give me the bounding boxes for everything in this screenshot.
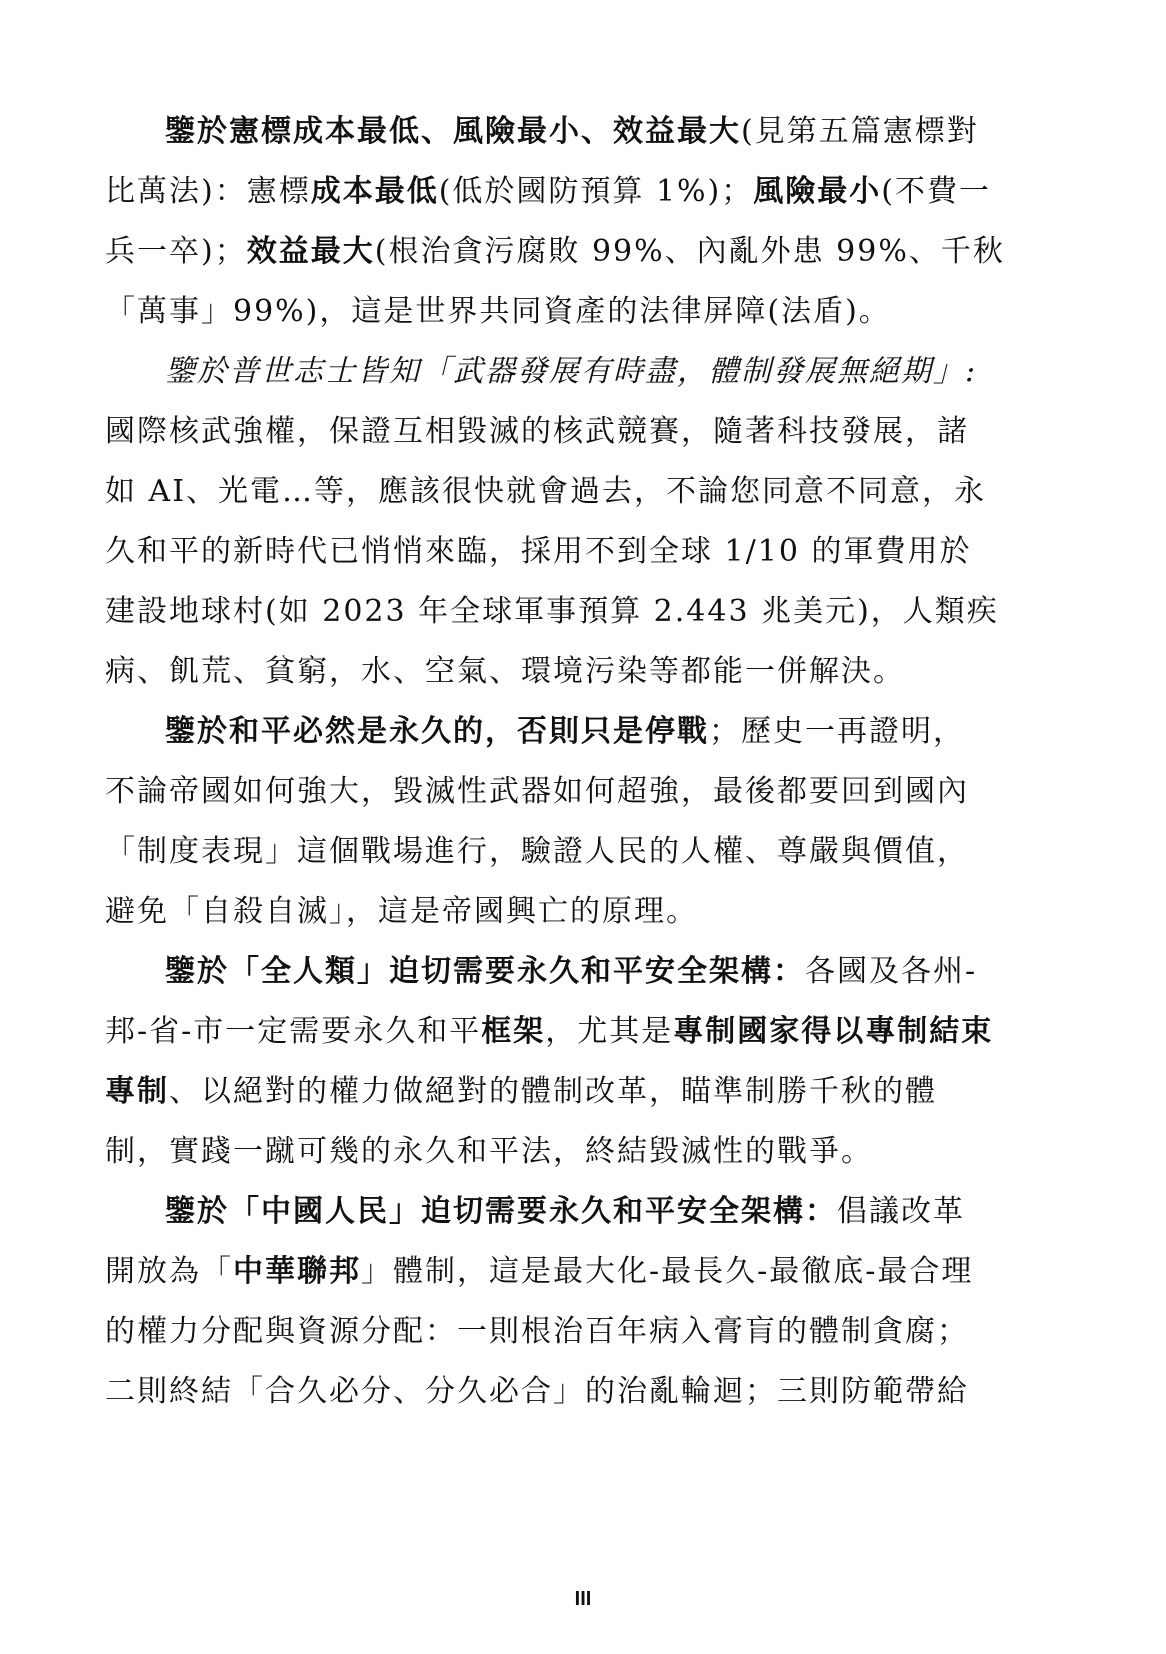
text-line <box>165 712 965 752</box>
text-line <box>105 832 969 872</box>
text-run: 病、飢荒、貧窮，水、空氣、環境污染等都能一併解決。 <box>105 654 905 689</box>
text-line <box>105 1252 973 1292</box>
text-run: 「制度表現」這個戰場進行，驗證人民的人權、尊嚴與價值， <box>105 834 969 869</box>
bold-text-run: 中華聯邦 <box>233 1254 361 1289</box>
text-line <box>105 232 1005 272</box>
text-run: ；歷史一再證明， <box>709 714 965 749</box>
text-run: 比萬法)：憲標 <box>105 174 311 209</box>
text-line <box>105 1132 873 1172</box>
text-line <box>105 1012 993 1052</box>
text-run: 「萬事」99%)，這是世界共同資產的法律屏障(法盾)。 <box>105 294 891 329</box>
text-run: 、以絕對的權力做絕對的體制改革，瞄準制勝千秋的體 <box>169 1074 937 1109</box>
text-run: 」體制，這是最大化-最長久-最徹底-最合理 <box>361 1254 974 1289</box>
bold-text-run: 風險最小 <box>753 174 882 209</box>
text-line <box>105 1312 969 1352</box>
text-run: 二則終結「合久必分、分久必合」的治亂輪迴；三則防範帶給 <box>105 1374 969 1409</box>
bold-text-run: 專制 <box>105 1074 169 1109</box>
text-run: 各國及各州- <box>805 954 978 989</box>
text-line <box>105 532 971 572</box>
text-run: 制，實踐一蹴可幾的永久和平法，終結毀滅性的戰爭。 <box>105 1134 873 1169</box>
bold-text-run: 專制國家得以專制結束 <box>673 1014 994 1049</box>
text-run: 的權力分配與資源分配：一則根治百年病入膏肓的體制貪腐； <box>105 1314 969 1349</box>
text-run: (見第五篇憲標對 <box>741 114 979 149</box>
text-line <box>105 892 698 932</box>
text-line <box>165 1192 965 1232</box>
text-run: 避免「自殺自滅」，這是帝國興亡的原理。 <box>105 894 698 929</box>
text-run: 邦-省-市一定需要永久和平 <box>105 1014 482 1049</box>
text-run: 國際核武強權，保證互相毀滅的核武競賽，隨著科技發展，諸 <box>105 414 969 449</box>
text-run: 如 AI、光電…等，應該很快就會過去，不論您同意不同意，永 <box>105 474 987 509</box>
text-run: (低於國防預算 1%)； <box>438 174 754 209</box>
bold-text-run: 鑒於和平必然是永久的，否則只是停戰 <box>165 714 709 749</box>
text-line <box>165 112 979 152</box>
text-line <box>105 1372 969 1412</box>
text-line <box>105 772 969 812</box>
text-line <box>105 172 991 212</box>
bold-text-run: 成本最低 <box>310 174 439 209</box>
page-number: III <box>574 1588 592 1610</box>
bold-text-run: 鑒於「全人類」迫切需要永久和平安全架構： <box>165 954 805 989</box>
text-line <box>165 952 977 992</box>
text-run: (根治貪污腐敗 99%、內亂外患 99%、千秋 <box>374 234 1005 269</box>
text-run: 兵一卒)； <box>105 234 247 269</box>
text-line <box>165 352 977 392</box>
bold-text-run: 效益最大 <box>246 234 375 269</box>
text-line <box>105 472 986 512</box>
text-run: 不論帝國如何強大，毀滅性武器如何超強，最後都要回到國內 <box>105 774 969 809</box>
text-run: 建設地球村(如 2023 年全球軍事預算 2.443 兆美元)，人類疾 <box>105 594 999 629</box>
text-line <box>105 592 999 632</box>
text-run: 久和平的新時代已悄悄來臨，採用不到全球 1/10 的軍費用於 <box>105 534 972 569</box>
text-line <box>105 1072 937 1112</box>
bold-text-run: 框架 <box>481 1014 546 1049</box>
text-line <box>105 652 905 692</box>
bold-text-run: 鑒於憲標成本最低、風險最小、效益最大 <box>165 114 741 149</box>
text-run: 倡議改革 <box>837 1194 965 1229</box>
bold-text-run: 鑒於「中國人民」迫切需要永久和平安全架構： <box>165 1194 837 1229</box>
text-run: (不費一 <box>881 174 991 209</box>
text-run: 開放為「 <box>105 1254 233 1289</box>
text-line <box>105 412 969 452</box>
italic-text-run: 鑒於普世志士皆知「武器發展有時盡，體制發展無絕期」: <box>165 354 978 389</box>
text-line <box>105 292 891 332</box>
text-run: ，尤其是 <box>545 1014 674 1049</box>
